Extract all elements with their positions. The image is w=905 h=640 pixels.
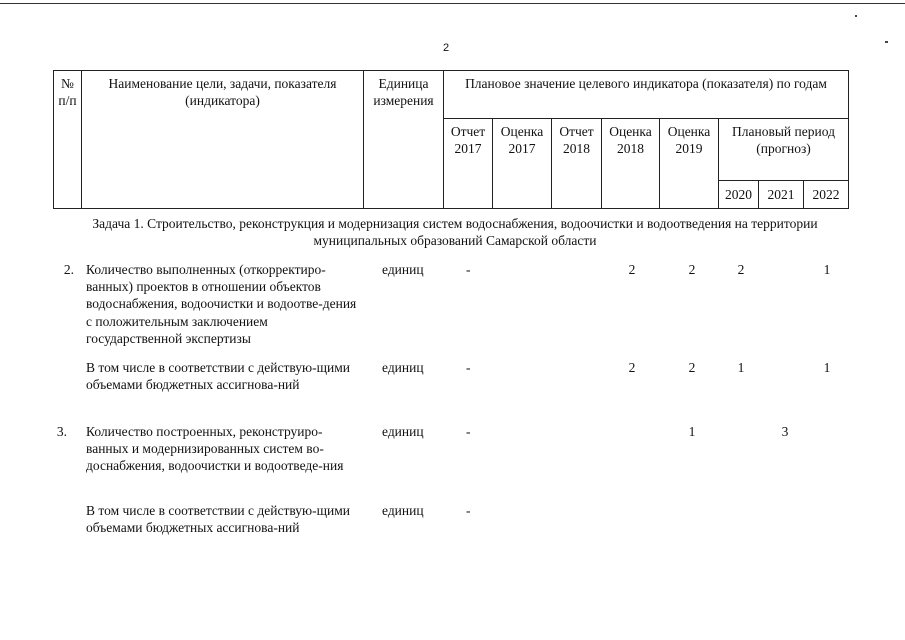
col-header-number: № п/п [54, 71, 82, 209]
col-header-forecast-year: 2020 [719, 181, 759, 209]
row-dash: - [466, 424, 471, 439]
row-unit: единиц [382, 262, 424, 277]
row-dash: - [466, 503, 471, 518]
scan-speck [855, 15, 857, 17]
row-name: Количество построенных, реконструиро-ванных и модернизированных систем во-доснабжения, водоочистки и водоотведе-ния [86, 424, 344, 474]
row-dash: - [466, 360, 471, 375]
task-title: Задача 1. Строительство, реконструкция и модернизация систем водоснабжения, водоочистки и водоотведения на территории муниципальных образований Самарской области [92, 216, 818, 248]
page-number: 2 [443, 42, 450, 54]
col-header-unit: Единица измерения [364, 71, 444, 209]
row-unit: единиц [382, 503, 424, 518]
col-header-year: Оценка 2018 [602, 119, 660, 209]
value-2021: 3 [781, 424, 789, 439]
col-header-name: Наименование цели, задачи, показателя (индикатора) [82, 71, 364, 209]
scan-speck [885, 41, 888, 43]
value-ocenka-2019: 1 [688, 424, 696, 439]
col-header-year: Отчет 2018 [552, 119, 602, 209]
row-name: В том числе в соответствии с действую-щими объемами бюджетных ассигнова-ний [86, 360, 351, 393]
value-2022: 1 [823, 262, 831, 277]
row-name: В том числе в соответствии с действую-щими объемами бюджетных ассигнова-ний [86, 503, 351, 536]
row-dash: - [466, 262, 471, 277]
row-name: Количество выполненных (откорректиро-ванных) проектов в отношении объектов водоснабжения, водоочистки и водоотве-дения с положительным заключением государственной экспертизы [86, 262, 357, 346]
col-header-forecast-year: 2021 [759, 181, 804, 209]
row-number: 2. [63, 262, 74, 277]
header-table [53, 70, 849, 209]
value-2020: 2 [737, 262, 745, 277]
row-number: 3. [56, 424, 67, 439]
col-header-plan: Плановое значение целевого индикатора (показателя) по годам [444, 71, 849, 119]
value-ocenka-2019: 2 [688, 360, 696, 375]
col-header-year: Оценка 2017 [493, 119, 552, 209]
col-header-forecast-year: 2022 [804, 181, 849, 209]
row-unit: единиц [382, 360, 424, 375]
value-2022: 1 [823, 360, 831, 375]
col-header-year: Отчет 2017 [444, 119, 493, 209]
value-ocenka-2019: 2 [688, 262, 696, 277]
col-header-planned-period: Плановый период (прогноз) [719, 119, 849, 181]
row-unit: единиц [382, 424, 424, 439]
value-ocenka-2018: 2 [628, 262, 636, 277]
col-header-year: Оценка 2019 [660, 119, 719, 209]
top-rule [0, 3, 905, 4]
value-2020: 1 [737, 360, 745, 375]
value-ocenka-2018: 2 [628, 360, 636, 375]
